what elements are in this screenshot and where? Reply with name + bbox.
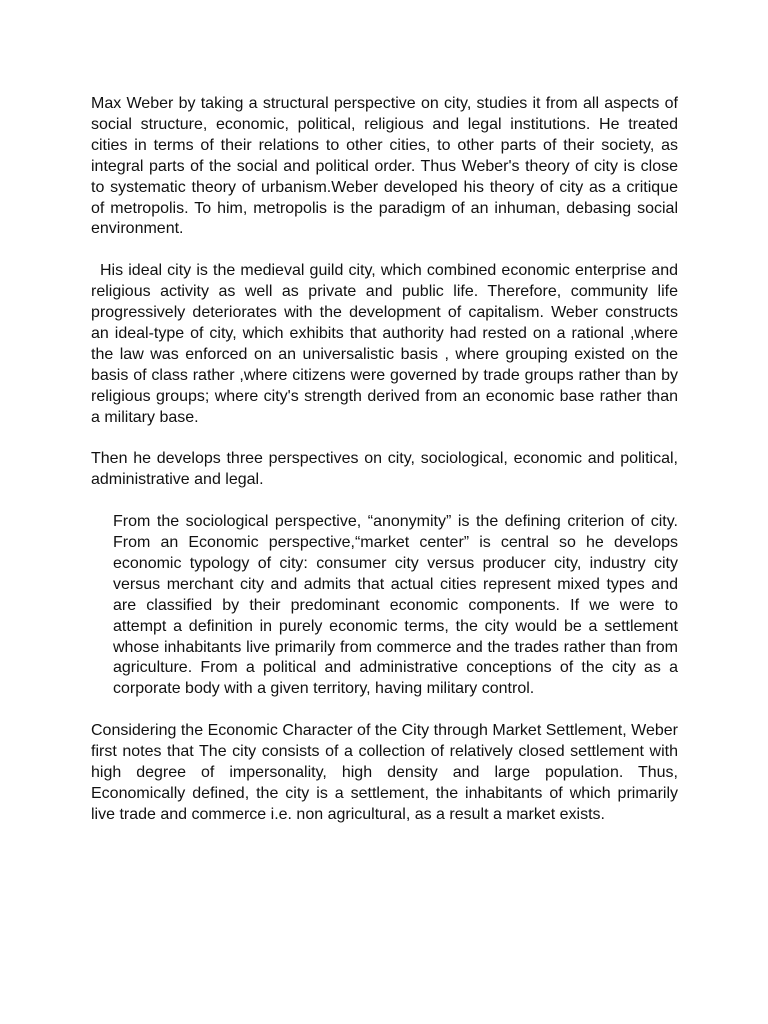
paragraph-perspectives-detail: From the sociological perspective, “anonymity” is the defining criterion of city. From an Economic perspective,“market center” is central so he develops economic typology of city: consumer city versus producer city, industry city versus merchant city and admits that actual cities represent mixed types and are classified by their predominant economic components. If we were to attempt a definition in purely economic terms, the city would be a settlement whose inhabitants live primarily from commerce and the trades rather than from agriculture. From a political and administrative conceptions of the city as a corporate body with a given territory, having military control. — [113, 513, 678, 698]
paragraph-weber-structural: Max Weber by taking a structural perspective on city, studies it from all aspects of social structure, economic, political, religious and legal institutions. He treated cities in terms of their relations to other cities, to other parts of their society, as integral parts of the social and political order. Thus Weber's theory of city is close to systematic theory of urbanism.Weber developed his theory of city as a critique of metropolis. To him, metropolis is the paradigm of an inhuman, debasing social environment. — [91, 95, 678, 238]
document-page — [91, 94, 678, 847]
paragraph-economic-character: Considering the Economic Character of the City through Market Settlement, Weber first notes that The city consists of a collection of relatively closed settlement with high degree of impersonality, high density and large population. Thus, Economically defined, the city is a settlement, the inhabitants of which primarily live trade and commerce i.e. non agricultural, as a result a market exists. — [91, 722, 678, 823]
paragraph-ideal-city: His ideal city is the medieval guild city, which combined economic enterprise and religious activity as well as private and public life. Therefore, community life progressively deteriorates with the development of capitalism. Weber constructs an ideal-type of city, which exhibits that authority had rested on a rational ,where the law was enforced on an universalistic basis , where grouping existed on the basis of class rather ,where citizens were governed by trade groups rather than by religious groups; where city's strength derived from an economic base rather than a military base. — [91, 262, 678, 426]
paragraph-three-perspectives: Then he develops three perspectives on city, sociological, economic and political, administrative and legal. — [91, 450, 678, 489]
